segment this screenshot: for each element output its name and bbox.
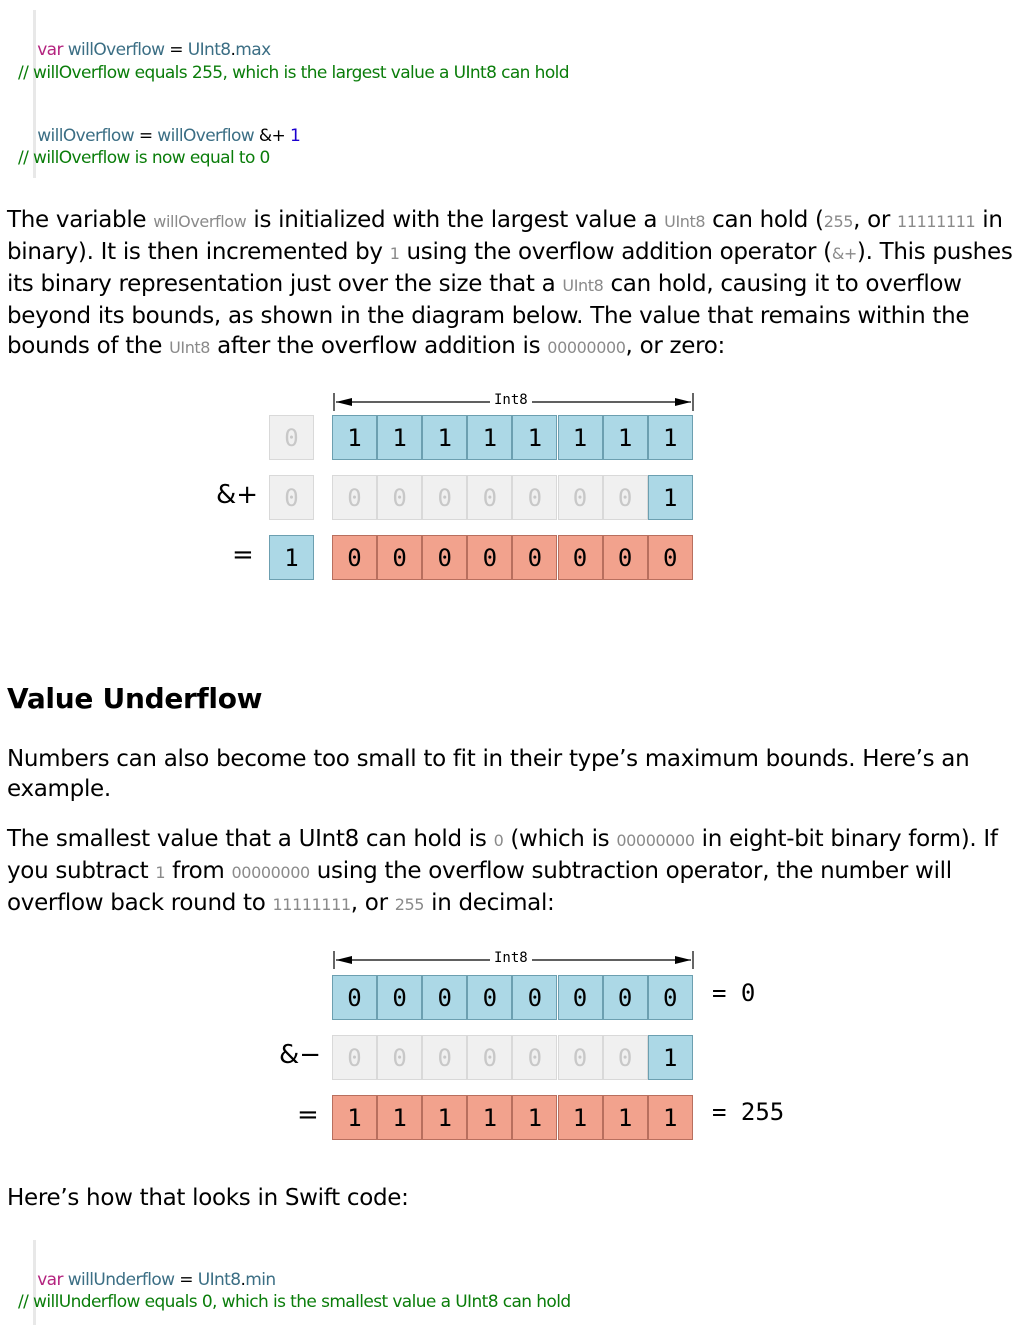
bit-cell: 1 [512, 415, 557, 460]
bit-cell: 0 [332, 535, 377, 580]
bit-cell: 1 [332, 415, 377, 460]
bit-cell: 1 [467, 1095, 512, 1140]
dot: . [240, 1270, 246, 1290]
bit-cell: 1 [467, 415, 512, 460]
inline-code: 1 [155, 863, 166, 882]
operator-equals: = [297, 1100, 319, 1130]
code-comment-2: // willOverflow is now equal to 0 [18, 148, 270, 168]
bit-cell: 1 [648, 475, 693, 520]
bit-cell: 1 [332, 1095, 377, 1140]
bit-cell: 1 [422, 1095, 467, 1140]
bit-cell: 1 [603, 415, 648, 460]
bit-cell: 0 [377, 975, 422, 1020]
bit-cell: 1 [512, 1095, 557, 1140]
inline-code: UInt8 [664, 212, 706, 231]
inline-code: 00000000 [231, 863, 310, 882]
bit-cell: 1 [603, 1095, 648, 1140]
bit-cell: 0 [512, 475, 557, 520]
int8-label: Int8 [490, 392, 532, 408]
bit-cell: 0 [512, 975, 557, 1020]
operator-overflow-subtract: &− [279, 1040, 322, 1070]
operator: &+ [258, 126, 286, 146]
inline-code: 1 [389, 244, 400, 263]
inline-code: 00000000 [547, 338, 626, 357]
number-literal: 1 [290, 126, 301, 146]
inline-code: 0 [493, 831, 504, 850]
equals: = [138, 126, 153, 146]
bit-cell: 1 [422, 415, 467, 460]
bit-cell: 1 [377, 1095, 422, 1140]
bit-cell: 0 [332, 1035, 377, 1080]
bit-cell: 0 [512, 1035, 557, 1080]
bit-cell: 0 [558, 975, 603, 1020]
inline-code: UInt8 [562, 276, 604, 295]
bit-cell: 1 [377, 415, 422, 460]
equals: = [179, 1270, 193, 1290]
paragraph-swift-code-intro: Here’s how that looks in Swift code: [7, 1185, 409, 1211]
bit-cell: 0 [377, 1035, 422, 1080]
bit-cell: 0 [603, 975, 648, 1020]
bit-cell: 0 [467, 975, 512, 1020]
bit-cell: 0 [377, 475, 422, 520]
bit-cell: 0 [558, 1035, 603, 1080]
equals: = [169, 40, 183, 60]
keyword-var: var [37, 40, 63, 60]
keyword-var: var [37, 1270, 63, 1290]
paragraph-underflow-intro: Numbers can also become too small to fit in their type’s maximum bounds. Here’s an example. [7, 746, 970, 802]
bit-cell: 0 [648, 975, 693, 1020]
bit-cell: 0 [467, 1035, 512, 1080]
paragraph-underflow-explanation: The smallest value that a UInt8 can hold is 0 (which is 00000000 in eight-bit binary form). If you subtract 1 from 00000000 using the overflow subtraction operator, the number will overflow back round to 11111111, or 255 in decimal: [7, 826, 998, 916]
overflow-bit-cell: 0 [269, 475, 314, 520]
inline-code: 255 [823, 212, 854, 231]
bit-cell: 0 [558, 475, 603, 520]
overflow-bit-cell: 0 [269, 415, 314, 460]
overflow-bit-cell: 1 [269, 535, 314, 580]
identifier: willOverflow [37, 126, 134, 146]
bit-cell: 1 [648, 415, 693, 460]
type-name: UInt8 [197, 1270, 241, 1290]
bit-cell: 0 [422, 535, 467, 580]
member: min [245, 1270, 276, 1290]
inline-code: 11111111 [897, 212, 976, 231]
bit-cell: 0 [603, 475, 648, 520]
int8-label: Int8 [490, 950, 532, 966]
bit-cell: 0 [603, 535, 648, 580]
identifier: willOverflow [67, 40, 165, 60]
bit-cell: 1 [648, 1095, 693, 1140]
decimal-result: = 255 [712, 1098, 785, 1126]
bit-cell: 0 [558, 535, 603, 580]
inline-code: 00000000 [616, 831, 695, 850]
bit-cell: 0 [512, 535, 557, 580]
member: max [235, 40, 271, 60]
dot: . [230, 40, 236, 60]
bit-cell: 0 [332, 475, 377, 520]
operator-equals: = [232, 540, 254, 570]
bit-cell: 0 [467, 475, 512, 520]
inline-code: 255 [394, 895, 425, 914]
inline-code: UInt8 [169, 338, 211, 357]
bit-cell: 0 [422, 1035, 467, 1080]
bit-cell: 1 [558, 415, 603, 460]
bit-cell: 0 [332, 975, 377, 1020]
inline-code: 11111111 [272, 895, 351, 914]
bit-cell: 0 [648, 535, 693, 580]
operator-overflow-add: &+ [216, 480, 259, 510]
identifier: willUnderflow [67, 1270, 175, 1290]
bit-cell: 0 [422, 975, 467, 1020]
code-comment-1: // willUnderflow equals 0, which is the smallest value a UInt8 can hold [18, 1292, 571, 1312]
bit-cell: 1 [648, 1035, 693, 1080]
type-name: UInt8 [187, 40, 231, 60]
inline-code: &+ [831, 244, 857, 263]
identifier: willOverflow [157, 126, 255, 146]
bit-cell: 1 [558, 1095, 603, 1140]
paragraph-overflow-explanation: The variable willOverflow is initialized with the largest value a UInt8 can hold (255, or 11111111 in binary). It is then incremented by 1 using the overflow addition operator (&+). This pushes its binary representation just over the size that a UInt8 can hold, causing it to overflow beyond its bounds, as shown in the diagram below. The value that remains within the bounds of the UInt8 after the overflow addition is 00000000, or zero: [7, 207, 1013, 359]
inline-code: willOverflow [153, 212, 247, 231]
bit-cell: 0 [422, 475, 467, 520]
bit-cell: 0 [377, 535, 422, 580]
bit-cell: 0 [467, 535, 512, 580]
code-comment-1: // willOverflow equals 255, which is the largest value a UInt8 can hold [18, 63, 569, 83]
bit-cell: 0 [603, 1035, 648, 1080]
decimal-result: = 0 [712, 979, 756, 1007]
section-heading: Value Underflow [7, 682, 263, 715]
